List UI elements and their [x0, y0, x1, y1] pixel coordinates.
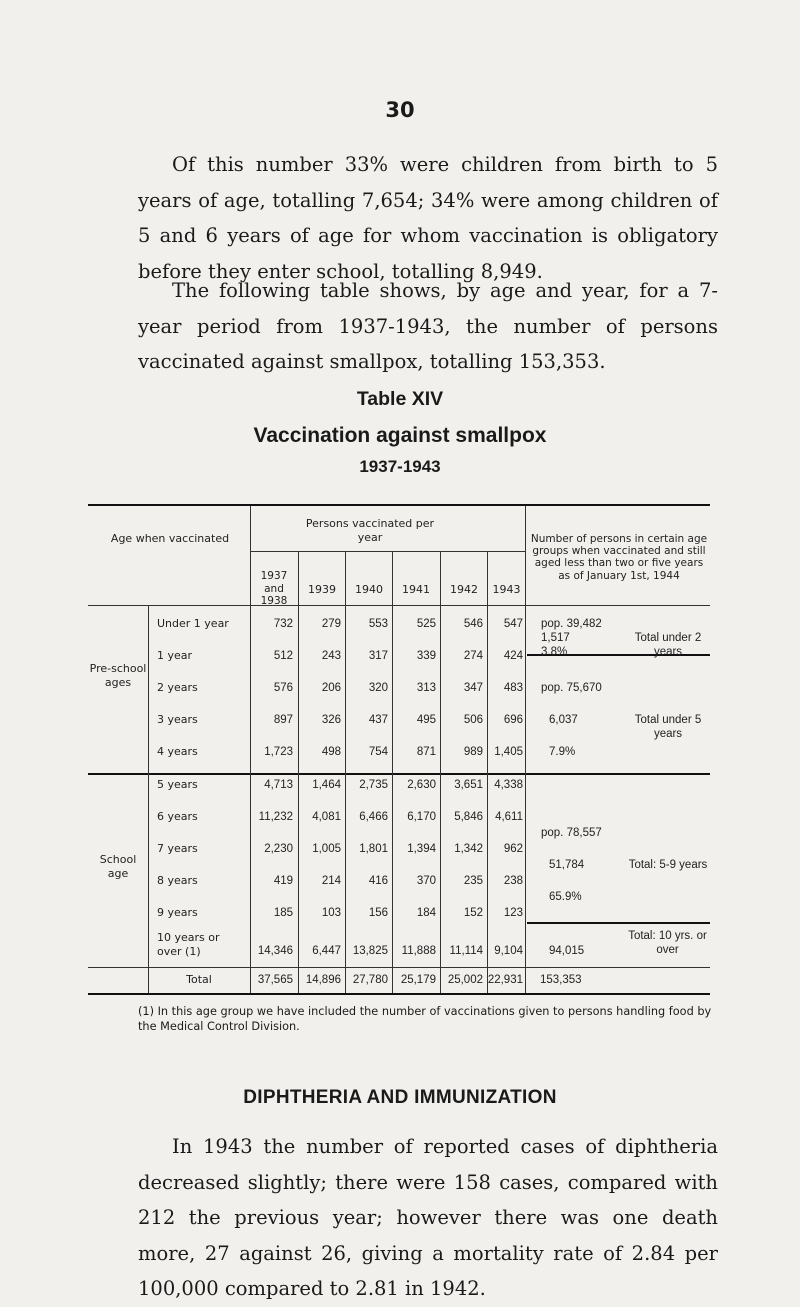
header-year-1939: 1939 [308, 583, 336, 596]
table-top-rule [88, 504, 710, 506]
row-value: 1,342 [454, 843, 483, 855]
row-age-label: 4 years [157, 745, 198, 758]
row-value: 1,394 [407, 843, 436, 855]
row-value: 214 [321, 875, 341, 887]
total-value: 25,179 [400, 974, 436, 986]
row-value: 546 [463, 618, 483, 630]
row-value: 962 [503, 843, 523, 855]
row-value: 313 [416, 682, 436, 694]
col-divider [525, 506, 526, 993]
row-value: 103 [321, 907, 341, 919]
summary-over10-count: 94,015 [549, 945, 585, 957]
row-value: 14,346 [257, 945, 293, 957]
intro-paragraph [138, 147, 718, 289]
row-age-label: Under 1 year [157, 617, 229, 630]
row-value: 156 [368, 907, 388, 919]
row-value: 5,846 [454, 811, 483, 823]
row-value: 424 [503, 650, 523, 662]
row-value: 11,114 [449, 945, 483, 957]
total-value: 22,931 [487, 974, 523, 986]
row-age-label: 5 years [157, 778, 198, 791]
row-age-label: 10 years or over (1) [157, 931, 220, 958]
row-age-label: 2 years [157, 681, 198, 694]
header-bottom-rule [88, 605, 710, 606]
row-value: 2,735 [359, 779, 388, 791]
diphtheria-text: In 1943 the number of reported cases of diphtheria decreased slightly; there were 158 cases, compared with 212 the previous year; however there was one death more, 27 against 26, giving a mortality rate of 2.84 per 100,000 compared to 2.81 in 1942. [138, 1135, 718, 1300]
row-value: 1,464 [312, 779, 341, 791]
row-value: 3,651 [454, 779, 483, 791]
row-value: 279 [321, 618, 341, 630]
row-age-label: 6 years [157, 810, 198, 823]
row-value: 152 [463, 907, 483, 919]
row-value: 696 [503, 714, 523, 726]
row-age-label: 7 years [157, 842, 198, 855]
row-value: 4,713 [264, 779, 293, 791]
summary-under5-pct: 7.9% [549, 746, 576, 758]
row-value: 897 [273, 714, 293, 726]
total-top-rule [88, 967, 710, 968]
row-value: 326 [321, 714, 341, 726]
row-value: 11,888 [401, 945, 436, 957]
row-value: 553 [368, 618, 388, 630]
row-value: 754 [368, 746, 388, 758]
group-school: School age [99, 853, 137, 880]
row-value: 1,801 [359, 843, 388, 855]
summary-under2-label: Total under 2 years [634, 632, 702, 658]
header-year-1943: 1943 [492, 583, 521, 596]
header-year-1940: 1940 [355, 583, 383, 596]
table-intro-paragraph [138, 273, 718, 380]
row-value: 483 [503, 682, 523, 694]
row-value: 525 [416, 618, 436, 630]
row-value: 1,005 [312, 843, 341, 855]
header-still-aged: Number of persons in certain age groups when vaccinated and still aged less than two or five years as of January 1st, 1944 [530, 533, 708, 582]
row-value: 512 [273, 650, 293, 662]
summary-under2-pct: 3.8% [541, 646, 568, 658]
row-value: 2,630 [407, 779, 436, 791]
table-period: 1937-1943 [359, 457, 441, 476]
header-year-1941: 1941 [402, 583, 430, 596]
summary-under5-pop: pop. 75,670 [541, 682, 602, 694]
summary-5to9-pct: 65.9% [549, 891, 582, 903]
row-value: 419 [273, 875, 293, 887]
row-value: 238 [503, 875, 523, 887]
row-value: 13,825 [352, 945, 388, 957]
grand-total: 153,353 [540, 974, 582, 986]
total-value: 14,896 [305, 974, 341, 986]
summary-under2-pop: pop. 39,482 [541, 618, 602, 630]
row-value: 495 [416, 714, 436, 726]
row-value: 123 [503, 907, 523, 919]
row-value: 347 [463, 682, 483, 694]
summary-5to9-pop: pop. 78,557 [541, 827, 602, 839]
row-value: 1,723 [264, 746, 293, 758]
footnote: (1) In this age group we have included the number of vaccinations given to persons handling food by the Medical Control Division. [138, 1005, 712, 1033]
row-age-label: 3 years [157, 713, 198, 726]
total-value: 25,002 [447, 974, 483, 986]
summary-rule [527, 922, 710, 924]
diphtheria-paragraph [138, 1129, 718, 1307]
table-bottom-rule [88, 993, 710, 995]
row-value: 317 [368, 650, 388, 662]
row-value: 206 [321, 682, 341, 694]
row-value: 243 [321, 650, 341, 662]
row-value: 506 [463, 714, 483, 726]
row-value: 274 [463, 650, 483, 662]
summary-over10-label: Total: 10 yrs. or over [628, 930, 707, 956]
row-value: 1,405 [494, 746, 523, 758]
row-age-label: 9 years [157, 906, 198, 919]
row-value: 989 [463, 746, 483, 758]
group-preschool: Pre-school ages [89, 662, 147, 689]
section-heading: DIPHTHERIA AND IMMUNIZATION [243, 1087, 557, 1108]
row-value: 9,104 [494, 945, 523, 957]
summary-under5-label: Total under 5 years [634, 714, 702, 740]
row-age-label: 8 years [157, 874, 198, 887]
row-value: 437 [368, 714, 388, 726]
summary-5to9-count: 51,784 [549, 859, 585, 871]
total-label: Total [186, 973, 212, 986]
group-separator-rule [88, 773, 710, 775]
col-divider [148, 606, 149, 993]
intro-text: Of this number 33% were children from birth to 5 years of age, totalling 7,654; 34% were among children of 5 and 6 years of age for whom vaccination is obligatory before they enter school, totalling 8,949. [138, 153, 718, 283]
table-intro-text: The following table shows, by age and year, for a 7-year period from 1937-1943, the number of persons vaccinated against smallpox, totalling 153,353. [138, 279, 718, 373]
row-value: 6,466 [359, 811, 388, 823]
table-number: Table XIV [356, 388, 444, 410]
row-value: 732 [273, 618, 293, 630]
row-value: 6,170 [407, 811, 436, 823]
row-value: 370 [416, 875, 436, 887]
row-value: 498 [321, 746, 341, 758]
row-value: 4,338 [494, 779, 523, 791]
row-value: 416 [368, 875, 388, 887]
row-value: 4,081 [312, 811, 341, 823]
header-persons-per-year: Persons vaccinated per year [305, 517, 435, 544]
summary-under5-count: 6,037 [549, 714, 578, 726]
page-number: 30 [385, 98, 415, 122]
summary-under2-count: 1,517 [541, 632, 570, 644]
row-age-label: 1 year [157, 649, 193, 662]
row-value: 11,232 [258, 811, 293, 823]
header-age: Age when vaccinated [110, 532, 230, 545]
year-header-rule [250, 551, 525, 552]
total-value: 27,780 [352, 974, 388, 986]
row-value: 547 [503, 618, 523, 630]
header-year-1942: 1942 [450, 583, 478, 596]
row-value: 339 [416, 650, 436, 662]
row-value: 320 [368, 682, 388, 694]
row-value: 235 [463, 875, 483, 887]
row-value: 185 [273, 907, 293, 919]
row-value: 184 [416, 907, 436, 919]
row-value: 871 [416, 746, 436, 758]
total-value: 37,565 [257, 974, 293, 986]
summary-5to9-label: Total: 5-9 years [628, 859, 708, 871]
row-value: 4,611 [495, 811, 523, 823]
row-value: 6,447 [312, 945, 341, 957]
row-value: 576 [273, 682, 293, 694]
header-year-1937: 1937 and 1938 [260, 570, 288, 607]
row-value: 2,230 [264, 843, 293, 855]
table-title: Vaccination against smallpox [253, 424, 547, 447]
